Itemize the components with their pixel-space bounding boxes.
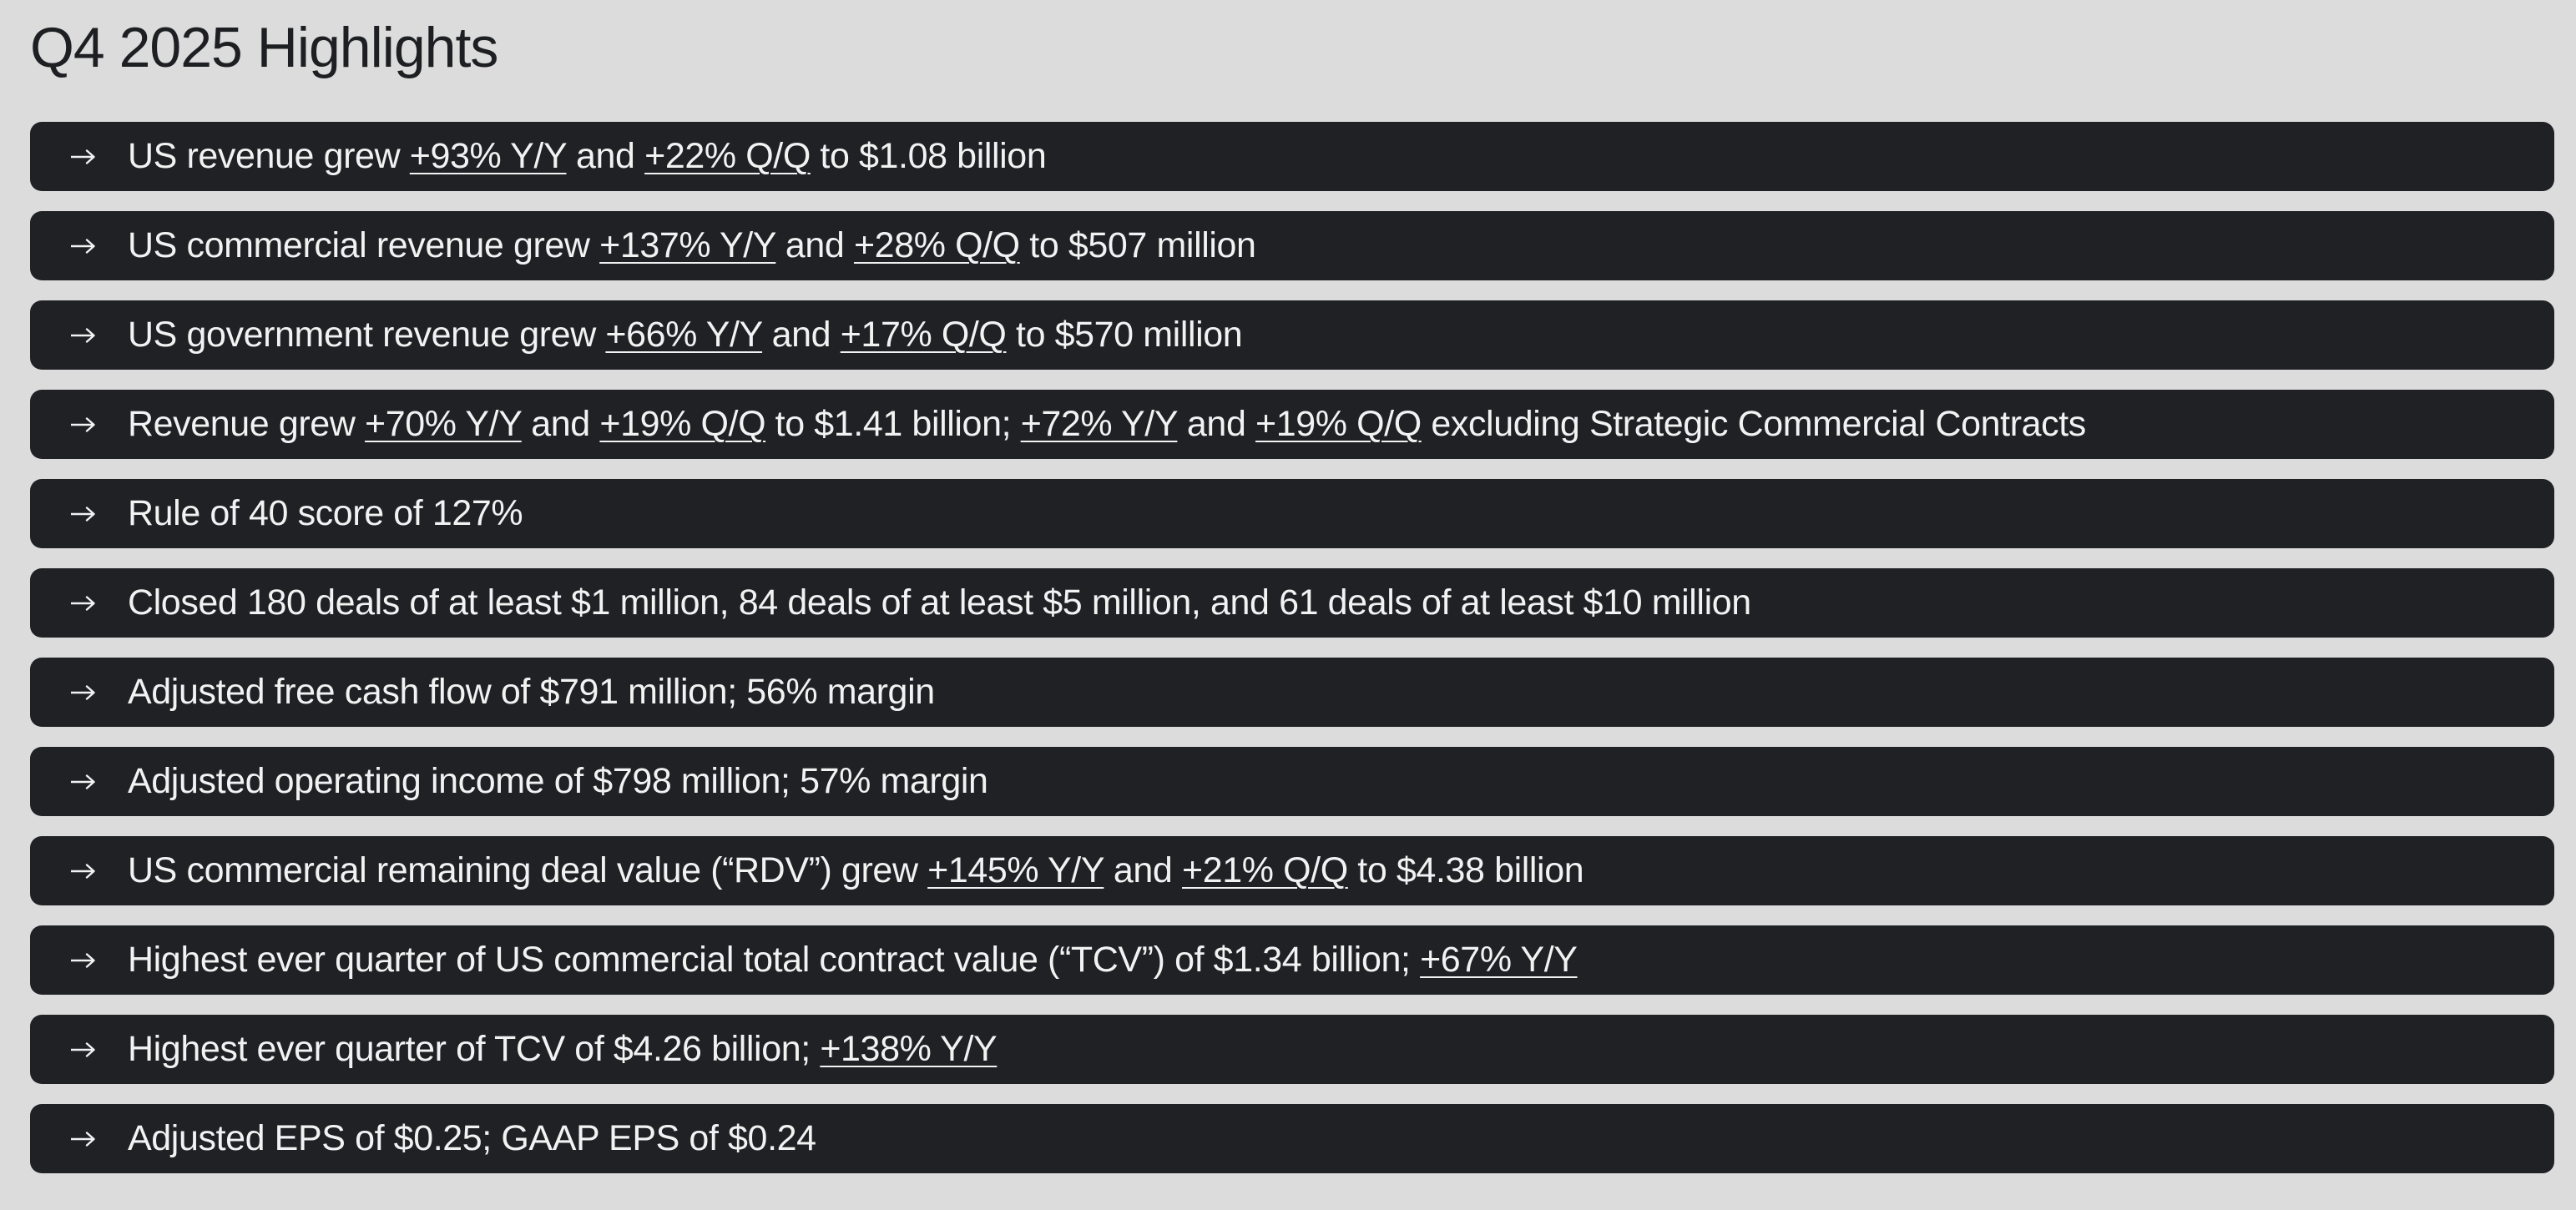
highlight-text-segment: US government revenue grew: [128, 315, 606, 355]
highlight-text: [128, 940, 1578, 981]
metric-link[interactable]: +22% Q/Q: [644, 136, 811, 176]
metric-link[interactable]: +70% Y/Y: [365, 404, 522, 444]
highlight-row: [30, 211, 2554, 280]
highlight-row: [30, 836, 2554, 905]
highlight-text-segment: to $507 million: [1019, 225, 1256, 265]
highlight-row: [30, 479, 2554, 548]
highlight-text: [128, 672, 935, 713]
highlight-text-segment: Closed 180 deals of at least $1 million, 84 deals of at least $5 million, and 61 deals of at least $10 million: [128, 582, 1751, 623]
arrow-right-icon: [59, 953, 108, 968]
arrow-right-icon: [59, 507, 108, 522]
metric-link[interactable]: +145% Y/Y: [927, 850, 1104, 890]
highlight-text: [128, 582, 1751, 623]
highlight-text: [128, 1118, 816, 1159]
highlight-text-segment: and: [521, 404, 600, 444]
highlight-text-segment: Adjusted free cash flow of $791 million; 56% margin: [128, 672, 935, 712]
highlight-text: [128, 1029, 997, 1070]
metric-link[interactable]: +66% Y/Y: [605, 315, 763, 355]
highlights-list: [30, 122, 2554, 1173]
metric-link[interactable]: +67% Y/Y: [1420, 940, 1578, 980]
metric-link[interactable]: +19% Q/Q: [1255, 404, 1422, 444]
arrow-right-icon: [59, 328, 108, 343]
metric-link[interactable]: +17% Q/Q: [840, 315, 1007, 355]
metric-link[interactable]: +93% Y/Y: [409, 136, 567, 176]
highlight-row: [30, 925, 2554, 995]
highlight-text: [128, 493, 523, 534]
highlight-row: [30, 300, 2554, 370]
arrow-right-icon: [59, 149, 108, 164]
highlight-text: [128, 315, 1242, 355]
highlight-text-segment: and: [1104, 850, 1182, 890]
highlight-text-segment: to $4.38 billion: [1347, 850, 1584, 890]
highlight-text: [128, 850, 1583, 891]
metric-link[interactable]: +21% Q/Q: [1182, 850, 1348, 890]
arrow-right-icon: [59, 685, 108, 700]
highlight-row: [30, 1104, 2554, 1173]
highlight-row: [30, 390, 2554, 459]
highlight-row: [30, 122, 2554, 191]
arrow-right-icon: [59, 596, 108, 611]
highlight-text: [128, 761, 988, 802]
highlight-row: [30, 568, 2554, 638]
highlight-text-segment: Rule of 40 score of 127%: [128, 493, 523, 533]
metric-link[interactable]: +138% Y/Y: [820, 1029, 998, 1069]
highlight-text-segment: and: [566, 136, 645, 176]
highlight-text-segment: excluding Strategic Commercial Contracts: [1421, 404, 2086, 444]
arrow-right-icon: [59, 864, 108, 879]
highlight-text-segment: Adjusted EPS of $0.25; GAAP EPS of $0.24: [128, 1118, 816, 1158]
highlight-text-segment: US commercial remaining deal value (“RDV”) grew: [128, 850, 928, 890]
highlight-row: [30, 658, 2554, 727]
highlight-text: [128, 404, 2086, 445]
page-title: Q4 2025 Highlights: [30, 16, 498, 79]
metric-link[interactable]: +72% Y/Y: [1020, 404, 1178, 444]
highlight-text-segment: Highest ever quarter of TCV of $4.26 billion;: [128, 1029, 821, 1069]
arrow-right-icon: [59, 417, 108, 432]
highlight-text-segment: and: [1177, 404, 1256, 444]
highlight-row: [30, 1015, 2554, 1084]
arrow-right-icon: [59, 1042, 108, 1057]
metric-link[interactable]: +19% Q/Q: [599, 404, 766, 444]
highlight-text-segment: US revenue grew: [128, 136, 410, 176]
highlight-text: [128, 136, 1046, 177]
highlight-text-segment: Revenue grew: [128, 404, 366, 444]
highlight-text-segment: to $1.41 billion;: [765, 404, 1021, 444]
highlight-text-segment: and: [762, 315, 841, 355]
metric-link[interactable]: +28% Q/Q: [853, 225, 1020, 265]
highlight-text-segment: Highest ever quarter of US commercial total contract value (“TCV”) of $1.34 billion;: [128, 940, 1421, 980]
arrow-right-icon: [59, 239, 108, 254]
arrow-right-icon: [59, 774, 108, 789]
highlight-text-segment: to $1.08 billion: [810, 136, 1047, 176]
highlight-text: [128, 225, 1256, 266]
highlight-row: [30, 747, 2554, 816]
highlight-text-segment: and: [775, 225, 854, 265]
highlight-text-segment: US commercial revenue grew: [128, 225, 600, 265]
arrow-right-icon: [59, 1132, 108, 1147]
highlight-text-segment: Adjusted operating income of $798 million; 57% margin: [128, 761, 988, 801]
metric-link[interactable]: +137% Y/Y: [599, 225, 776, 265]
highlight-text-segment: to $570 million: [1006, 315, 1243, 355]
